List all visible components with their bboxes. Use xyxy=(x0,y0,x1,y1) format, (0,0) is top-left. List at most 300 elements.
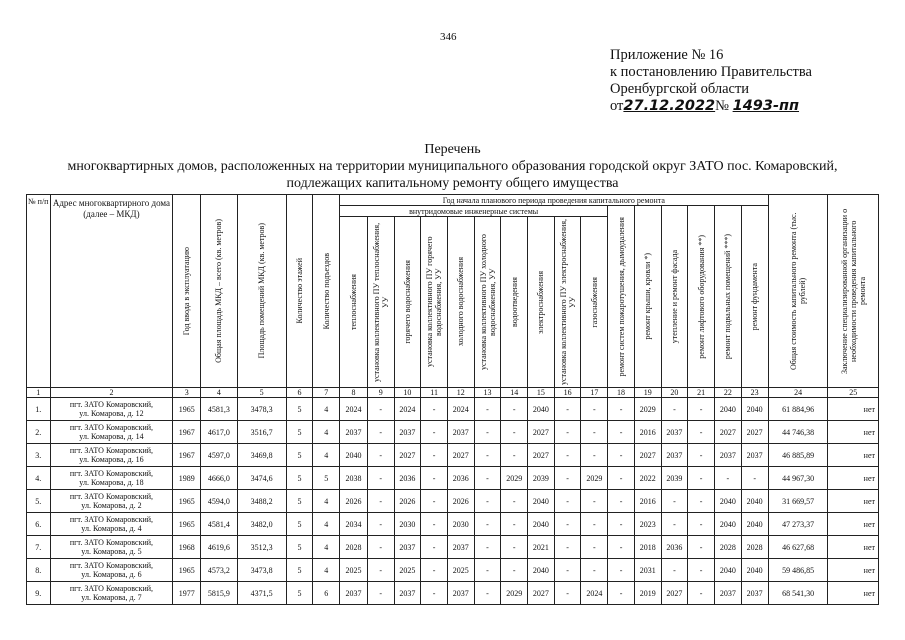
cell-year: 1967 xyxy=(173,444,201,467)
column-number: 16 xyxy=(554,388,581,398)
cell-c9: - xyxy=(367,421,394,444)
table-row xyxy=(27,421,879,444)
cell-c14: - xyxy=(501,559,528,582)
cell-c12: 2024 xyxy=(447,398,474,421)
title-line-2: многоквартирных домов, расположенных на территории муниципального образования городской округ ЗАТО пос. Комаровский, xyxy=(67,159,838,174)
cell-c17: 2024 xyxy=(581,582,608,605)
column-number: 25 xyxy=(828,388,879,398)
cell-prem: 3488,2 xyxy=(237,490,286,513)
cell-c10: 2024 xyxy=(394,398,421,421)
cell-c12: 2030 xyxy=(447,513,474,536)
header-c22: ремонт подвальных помещений ***) xyxy=(714,206,741,388)
header-c11: установка коллективного ПУ горячего водоснабжения, УУ xyxy=(421,217,448,388)
cell-address xyxy=(50,421,173,444)
handwritten-date: 27.12.2022 xyxy=(623,98,716,114)
cell-ent: 4 xyxy=(313,536,340,559)
cell-c18: - xyxy=(608,559,635,582)
header-c8: теплоснабжения xyxy=(340,217,368,388)
cell-c14: - xyxy=(501,513,528,536)
cell-c19: 2022 xyxy=(634,467,661,490)
cell-c21: - xyxy=(688,536,715,559)
header-c18: ремонт систем пожаротушения, дымоудаления xyxy=(608,206,635,388)
title-line-3: подлежащих капитальному ремонту общего имущества xyxy=(286,176,619,191)
cell-c22: - xyxy=(714,467,741,490)
column-number: 8 xyxy=(340,388,368,398)
column-number: 10 xyxy=(394,388,421,398)
cell-c18: - xyxy=(608,490,635,513)
cell-n: 8. xyxy=(27,559,51,582)
column-number: 24 xyxy=(768,388,828,398)
cell-cost: 46 627,68 xyxy=(768,536,828,559)
cell-c16: - xyxy=(554,559,581,582)
cell-c22: 2040 xyxy=(714,490,741,513)
cell-prem: 3469,8 xyxy=(237,444,286,467)
column-number: 14 xyxy=(501,388,528,398)
column-number: 20 xyxy=(661,388,688,398)
cell-c21: - xyxy=(688,467,715,490)
column-number: 22 xyxy=(714,388,741,398)
address-line-1: пгт. ЗАТО Комаровский, xyxy=(69,492,154,501)
cell-c16: - xyxy=(554,467,581,490)
cell-address xyxy=(50,467,173,490)
header-entrances: Количество подъездов xyxy=(313,195,340,388)
cell-c20: 2039 xyxy=(661,467,688,490)
cell-c10: 2027 xyxy=(394,444,421,467)
cell-c16: - xyxy=(554,444,581,467)
table-row xyxy=(27,444,879,467)
cell-c13: - xyxy=(474,582,501,605)
cell-c23: 2037 xyxy=(741,444,768,467)
cell-ent: 4 xyxy=(313,490,340,513)
cell-c22: 2040 xyxy=(714,559,741,582)
cell-c8: 2024 xyxy=(340,398,368,421)
cell-c13: - xyxy=(474,398,501,421)
table-row xyxy=(27,559,879,582)
cell-c19: 2018 xyxy=(634,536,661,559)
cell-c21: - xyxy=(688,421,715,444)
column-number: 11 xyxy=(421,388,448,398)
cell-c13: - xyxy=(474,467,501,490)
cell-concl: нет xyxy=(828,421,879,444)
cell-c18: - xyxy=(608,536,635,559)
cell-c21: - xyxy=(688,513,715,536)
address-line-2: ул. Комарова, д. 6 xyxy=(81,570,142,579)
cell-c10: 2030 xyxy=(394,513,421,536)
cell-c14: - xyxy=(501,536,528,559)
cell-c9: - xyxy=(367,490,394,513)
cell-concl: нет xyxy=(828,513,879,536)
header-address: Адрес многоквартирного дома (далее – МКД) xyxy=(50,195,173,388)
cell-c22: 2027 xyxy=(714,421,741,444)
cell-address xyxy=(50,559,173,582)
cell-c9: - xyxy=(367,444,394,467)
number-prefix: № xyxy=(715,98,729,114)
address-line-2: ул. Комарова, д. 4 xyxy=(81,524,142,533)
column-number: 6 xyxy=(286,388,313,398)
cell-n: 4. xyxy=(27,467,51,490)
cell-cost: 61 884,96 xyxy=(768,398,828,421)
cell-c8: 2038 xyxy=(340,467,368,490)
cell-c17: - xyxy=(581,559,608,582)
cell-year: 1977 xyxy=(173,582,201,605)
column-number: 2 xyxy=(50,388,173,398)
cell-concl: нет xyxy=(828,536,879,559)
cell-total: 4617,0 xyxy=(201,421,237,444)
cell-c19: 2019 xyxy=(634,582,661,605)
cell-cost: 44 967,30 xyxy=(768,467,828,490)
cell-c9: - xyxy=(367,513,394,536)
cell-c12: 2027 xyxy=(447,444,474,467)
cell-cost: 59 486,85 xyxy=(768,559,828,582)
header-c13: установка коллективного ПУ холодного водоснабжения, УУ xyxy=(474,217,501,388)
cell-c12: 2025 xyxy=(447,559,474,582)
cell-c15: 2040 xyxy=(528,559,555,582)
cell-c20: 2037 xyxy=(661,444,688,467)
cell-c23: - xyxy=(741,467,768,490)
address-line-1: пгт. ЗАТО Комаровский, xyxy=(69,469,154,478)
header-c12: холодного водоснабжения xyxy=(447,217,474,388)
cell-c20: - xyxy=(661,490,688,513)
header-c20: утепление и ремонт фасада xyxy=(661,206,688,388)
cell-address xyxy=(50,490,173,513)
cell-c12: 2037 xyxy=(447,582,474,605)
cell-concl: нет xyxy=(828,467,879,490)
cell-ent: 6 xyxy=(313,582,340,605)
cell-c17: 2029 xyxy=(581,467,608,490)
cell-c20: - xyxy=(661,559,688,582)
cell-c16: - xyxy=(554,513,581,536)
cell-total: 4581,3 xyxy=(201,398,237,421)
cell-c18: - xyxy=(608,444,635,467)
cell-c15: 2039 xyxy=(528,467,555,490)
cell-ent: 4 xyxy=(313,444,340,467)
cell-cost: 31 669,57 xyxy=(768,490,828,513)
address-line-2: ул. Комарова, д. 14 xyxy=(79,432,144,441)
cell-c15: 2021 xyxy=(528,536,555,559)
cell-c13: - xyxy=(474,490,501,513)
header-c19: ремонт крыши, кровли *) xyxy=(634,206,661,388)
address-line-2: ул. Комарова, д. 16 xyxy=(79,455,144,464)
cell-floors: 5 xyxy=(286,444,313,467)
cell-c13: - xyxy=(474,444,501,467)
cell-c18: - xyxy=(608,398,635,421)
cell-c15: 2027 xyxy=(528,421,555,444)
cell-floors: 5 xyxy=(286,467,313,490)
cell-c10: 2026 xyxy=(394,490,421,513)
column-number: 4 xyxy=(201,388,237,398)
cell-c23: 2037 xyxy=(741,582,768,605)
cell-c18: - xyxy=(608,582,635,605)
houses-table xyxy=(26,194,879,605)
cell-c8: 2026 xyxy=(340,490,368,513)
column-number: 13 xyxy=(474,388,501,398)
cell-total: 5815,9 xyxy=(201,582,237,605)
cell-c11: - xyxy=(421,559,448,582)
cell-ent: 5 xyxy=(313,467,340,490)
cell-floors: 5 xyxy=(286,536,313,559)
cell-floors: 5 xyxy=(286,582,313,605)
cell-total: 4573,2 xyxy=(201,559,237,582)
cell-c15: 2040 xyxy=(528,513,555,536)
cell-c11: - xyxy=(421,398,448,421)
cell-c12: 2037 xyxy=(447,421,474,444)
address-line-1: пгт. ЗАТО Комаровский, xyxy=(69,400,154,409)
cell-total: 4619,6 xyxy=(201,536,237,559)
cell-n: 2. xyxy=(27,421,51,444)
header-c23: ремонт фундамента xyxy=(741,206,768,388)
cell-ent: 4 xyxy=(313,559,340,582)
cell-year: 1965 xyxy=(173,398,201,421)
date-prefix: от xyxy=(610,98,624,114)
cell-c17: - xyxy=(581,421,608,444)
address-line-1: пгт. ЗАТО Комаровский, xyxy=(69,515,154,524)
cell-c22: 2028 xyxy=(714,536,741,559)
cell-c18: - xyxy=(608,421,635,444)
handwritten-number: 1493-пп xyxy=(732,98,800,114)
cell-c21: - xyxy=(688,444,715,467)
appendix-block xyxy=(610,47,812,115)
cell-c20: - xyxy=(661,398,688,421)
table-row xyxy=(27,398,879,421)
cell-prem: 3478,3 xyxy=(237,398,286,421)
title-line-1: Перечень xyxy=(424,142,481,157)
cell-n: 3. xyxy=(27,444,51,467)
cell-c8: 2040 xyxy=(340,444,368,467)
cell-cost: 47 273,37 xyxy=(768,513,828,536)
cell-ent: 4 xyxy=(313,398,340,421)
cell-c22: 2037 xyxy=(714,582,741,605)
cell-c8: 2025 xyxy=(340,559,368,582)
cell-address xyxy=(50,536,173,559)
cell-cost: 68 541,30 xyxy=(768,582,828,605)
cell-c9: - xyxy=(367,398,394,421)
header-repair-period: Год начала планового периода проведения капитального ремонта xyxy=(340,195,769,206)
cell-c10: 2037 xyxy=(394,536,421,559)
cell-c9: - xyxy=(367,536,394,559)
cell-c20: 2037 xyxy=(661,421,688,444)
address-line-1: пгт. ЗАТО Комаровский, xyxy=(69,423,154,432)
table-row xyxy=(27,536,879,559)
cell-c11: - xyxy=(421,582,448,605)
cell-n: 7. xyxy=(27,536,51,559)
cell-c19: 2029 xyxy=(634,398,661,421)
cell-address xyxy=(50,513,173,536)
header-floors: Количество этажей xyxy=(286,195,313,388)
cell-concl: нет xyxy=(828,398,879,421)
cell-year: 1989 xyxy=(173,467,201,490)
cell-floors: 5 xyxy=(286,421,313,444)
address-line-2: ул. Комарова, д. 18 xyxy=(79,478,144,487)
cell-c17: - xyxy=(581,444,608,467)
cell-c9: - xyxy=(367,582,394,605)
cell-floors: 5 xyxy=(286,490,313,513)
cell-c17: - xyxy=(581,536,608,559)
header-year-built: Год ввода в эксплуатацию xyxy=(173,195,201,388)
cell-c20: 2027 xyxy=(661,582,688,605)
cell-n: 5. xyxy=(27,490,51,513)
cell-c15: 2027 xyxy=(528,582,555,605)
header-c9: установка коллективного ПУ теплоснабжения, УУ xyxy=(367,217,394,388)
cell-c21: - xyxy=(688,398,715,421)
cell-c17: - xyxy=(581,490,608,513)
cell-address xyxy=(50,582,173,605)
cell-ent: 4 xyxy=(313,421,340,444)
cell-c10: 2025 xyxy=(394,559,421,582)
cell-c20: - xyxy=(661,513,688,536)
cell-c19: 2016 xyxy=(634,421,661,444)
cell-c17: - xyxy=(581,513,608,536)
column-number: 7 xyxy=(313,388,340,398)
cell-c23: 2040 xyxy=(741,513,768,536)
cell-floors: 5 xyxy=(286,559,313,582)
cell-c8: 2037 xyxy=(340,582,368,605)
header-c21: ремонт лифтового оборудования **) xyxy=(688,206,715,388)
table-body xyxy=(27,398,879,605)
cell-c12: 2036 xyxy=(447,467,474,490)
column-number: 5 xyxy=(237,388,286,398)
cell-c16: - xyxy=(554,582,581,605)
column-number: 19 xyxy=(634,388,661,398)
cell-c8: 2034 xyxy=(340,513,368,536)
cell-c23: 2040 xyxy=(741,490,768,513)
cell-c11: - xyxy=(421,421,448,444)
cell-c23: 2028 xyxy=(741,536,768,559)
cell-c15: 2040 xyxy=(528,490,555,513)
cell-c23: 2027 xyxy=(741,421,768,444)
cell-c18: - xyxy=(608,467,635,490)
cell-n: 6. xyxy=(27,513,51,536)
cell-c15: 2040 xyxy=(528,398,555,421)
address-line-1: пгт. ЗАТО Комаровский, xyxy=(69,584,154,593)
cell-c10: 2037 xyxy=(394,421,421,444)
column-number: 1 xyxy=(27,388,51,398)
cell-year: 1965 xyxy=(173,513,201,536)
cell-c16: - xyxy=(554,421,581,444)
cell-year: 1965 xyxy=(173,490,201,513)
cell-total: 4581,4 xyxy=(201,513,237,536)
cell-prem: 3482,0 xyxy=(237,513,286,536)
cell-c18: - xyxy=(608,513,635,536)
cell-c15: 2027 xyxy=(528,444,555,467)
cell-c23: 2040 xyxy=(741,398,768,421)
header-c17: газоснабжения xyxy=(581,217,608,388)
header-conclusion: Заключение специализированной организации о необходимости проведения капитального ремонта xyxy=(828,195,879,388)
cell-c20: 2036 xyxy=(661,536,688,559)
cell-c16: - xyxy=(554,536,581,559)
cell-total: 4594,0 xyxy=(201,490,237,513)
cell-prem: 3473,8 xyxy=(237,559,286,582)
cell-c19: 2027 xyxy=(634,444,661,467)
cell-floors: 5 xyxy=(286,513,313,536)
header-engineering: внутридомовые инженерные системы xyxy=(340,206,608,217)
column-number: 12 xyxy=(447,388,474,398)
cell-c11: - xyxy=(421,536,448,559)
cell-c9: - xyxy=(367,467,394,490)
cell-c22: 2040 xyxy=(714,513,741,536)
column-number: 17 xyxy=(581,388,608,398)
cell-c14: - xyxy=(501,490,528,513)
address-line-2: ул. Комарова, д. 12 xyxy=(79,409,144,418)
cell-year: 1968 xyxy=(173,536,201,559)
column-number: 3 xyxy=(173,388,201,398)
cell-prem: 3474,6 xyxy=(237,467,286,490)
cell-prem: 4371,5 xyxy=(237,582,286,605)
cell-c12: 2026 xyxy=(447,490,474,513)
cell-cost: 44 746,38 xyxy=(768,421,828,444)
column-number: 23 xyxy=(741,388,768,398)
cell-c11: - xyxy=(421,490,448,513)
table-row xyxy=(27,467,879,490)
cell-c14: 2029 xyxy=(501,467,528,490)
table-row xyxy=(27,582,879,605)
cell-c16: - xyxy=(554,490,581,513)
cell-c14: - xyxy=(501,398,528,421)
cell-c8: 2028 xyxy=(340,536,368,559)
cell-c21: - xyxy=(688,559,715,582)
header-c16: установка коллективного ПУ электроснабжения, УУ xyxy=(554,217,581,388)
address-line-2: ул. Комарова, д. 5 xyxy=(81,547,142,556)
table-row xyxy=(27,513,879,536)
column-number: 9 xyxy=(367,388,394,398)
cell-prem: 3516,7 xyxy=(237,421,286,444)
cell-c13: - xyxy=(474,559,501,582)
cell-c22: 2037 xyxy=(714,444,741,467)
header-num: № п/п xyxy=(27,195,51,388)
cell-cost: 46 885,89 xyxy=(768,444,828,467)
cell-year: 1965 xyxy=(173,559,201,582)
cell-c12: 2037 xyxy=(447,536,474,559)
address-line-1: пгт. ЗАТО Комаровский, xyxy=(69,538,154,547)
cell-c14: - xyxy=(501,421,528,444)
cell-c19: 2031 xyxy=(634,559,661,582)
address-line-2: ул. Комарова, д. 7 xyxy=(81,593,142,602)
cell-c14: 2029 xyxy=(501,582,528,605)
header-c10: горячего водоснабжения xyxy=(394,217,421,388)
cell-c19: 2023 xyxy=(634,513,661,536)
cell-c14: - xyxy=(501,444,528,467)
cell-c10: 2037 xyxy=(394,582,421,605)
cell-total: 4597,0 xyxy=(201,444,237,467)
header-cost: Общая стоимость капитального ремонта (тыс. рублей) xyxy=(768,195,828,388)
cell-address xyxy=(50,444,173,467)
table-row xyxy=(27,490,879,513)
cell-concl: нет xyxy=(828,582,879,605)
cell-ent: 4 xyxy=(313,513,340,536)
cell-prem: 3512,3 xyxy=(237,536,286,559)
header-c14: водоотведения xyxy=(501,217,528,388)
address-line-1: пгт. ЗАТО Комаровский, xyxy=(69,446,154,455)
cell-concl: нет xyxy=(828,490,879,513)
appendix-line-1: Приложение № 16 xyxy=(610,47,724,63)
header-total-area: Общая площадь МКД – всего (кв. метров) xyxy=(201,195,237,388)
cell-c17: - xyxy=(581,398,608,421)
cell-c11: - xyxy=(421,513,448,536)
cell-c21: - xyxy=(688,490,715,513)
address-line-2: ул. Комарова, д. 2 xyxy=(81,501,142,510)
cell-concl: нет xyxy=(828,444,879,467)
column-number: 15 xyxy=(528,388,555,398)
cell-c8: 2037 xyxy=(340,421,368,444)
cell-c11: - xyxy=(421,444,448,467)
address-line-1: пгт. ЗАТО Комаровский, xyxy=(69,561,154,570)
cell-c22: 2040 xyxy=(714,398,741,421)
column-number: 21 xyxy=(688,388,715,398)
appendix-line-2: к постановлению Правительства xyxy=(610,64,812,80)
cell-address xyxy=(50,398,173,421)
cell-c13: - xyxy=(474,536,501,559)
header-c15: электроснабжения xyxy=(528,217,555,388)
appendix-line-3: Оренбургской области xyxy=(610,81,750,97)
